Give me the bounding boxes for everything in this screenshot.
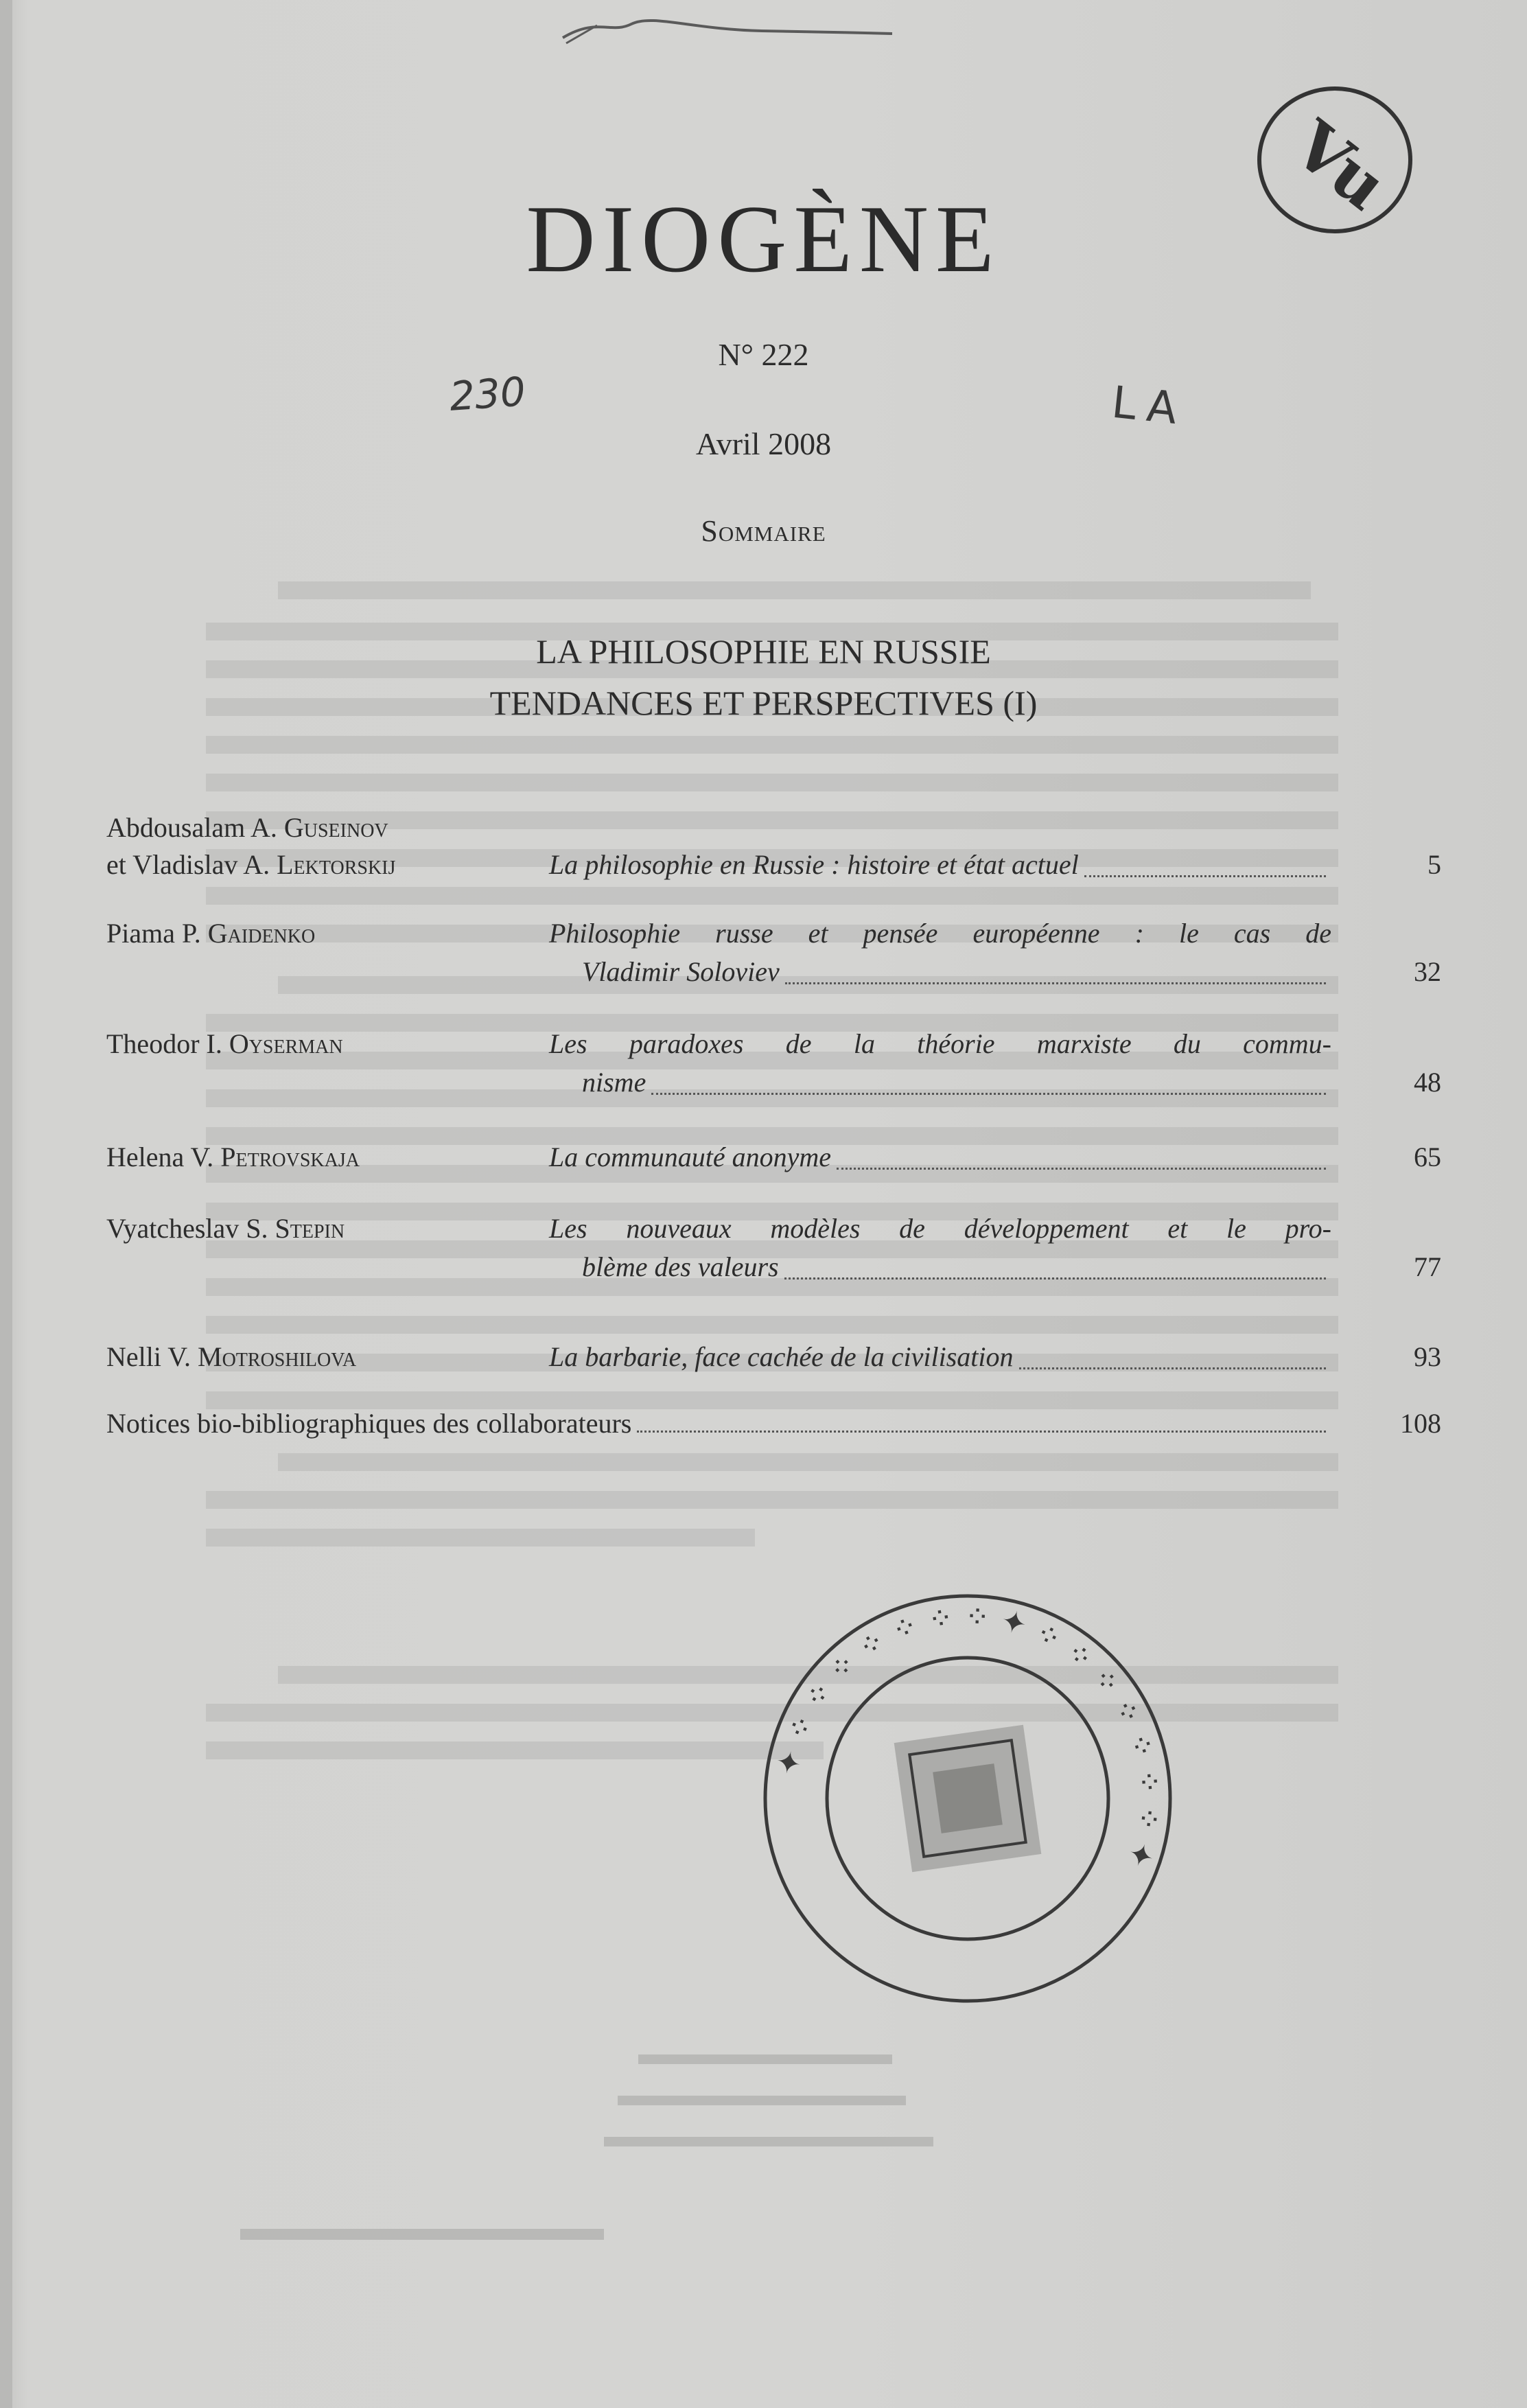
toc-page-number: 65 [1414, 1142, 1441, 1172]
toc-page-number: 5 [1427, 849, 1441, 880]
author-given: Helena V. [106, 1142, 221, 1172]
handwritten-initials: LA [1109, 377, 1189, 436]
author-given: Abdousalam A. [106, 812, 284, 843]
toc-title-text: La barbarie, face cachée de la civilisation [549, 1341, 1014, 1372]
toc-page-number: 93 [1414, 1341, 1441, 1372]
vu-stamp-text: Vu [1279, 105, 1402, 226]
notices-page-number: 108 [1400, 1408, 1441, 1439]
author-surname: Oyserman [229, 1028, 343, 1059]
toc-page-number: 77 [1414, 1251, 1441, 1282]
author-given: et Vladislav A. [106, 849, 277, 880]
author-surname: Motroshilova [198, 1341, 357, 1372]
handwritten-number: 230 [447, 368, 527, 420]
toc-title-text: Les paradoxes de la théorie marxiste du commu- [549, 1028, 1331, 1059]
stamp-ring-glyphs: ✦ ⁘ ⁘ ⁘ ⁘ ⁘ ⁘ ⁘ ✦ ⁘ ⁘ ⁘ ⁘ ⁘ ⁘ ⁘ ✦ [770, 1599, 1167, 1873]
author-given: Nelli V. [106, 1341, 198, 1372]
author-given: Vyatcheslav S. [106, 1213, 275, 1244]
journal-title: DIOGÈNE [526, 186, 1001, 292]
toc-page-number: 32 [1414, 956, 1441, 987]
author-surname: Guseinov [283, 812, 388, 843]
section-label: Sommaire [701, 514, 826, 548]
author-surname: Petrovskaja [220, 1142, 360, 1172]
author-given: Theodor I. [106, 1028, 229, 1059]
toc-title-text: nisme [582, 1067, 646, 1098]
theme-title-line2: TENDANCES ET PERSPECTIVES (I) [489, 684, 1038, 722]
toc-title-text: blème des valeurs [582, 1251, 779, 1282]
toc-title-text: La philosophie en Russie : histoire et état actuel [549, 849, 1079, 880]
toc-title-text: Les nouveaux modèles de développement et le pro- [549, 1213, 1331, 1244]
theme-title-line1: LA PHILOSOPHIE EN RUSSIE [536, 632, 991, 671]
author-given: Piama P. [106, 918, 208, 949]
issue-date: Avril 2008 [695, 426, 832, 461]
toc-title-text: La communauté anonyme [549, 1142, 832, 1172]
author-surname: Gaidenko [207, 918, 316, 949]
toc-title-text: Philosophie russe et pensée européenne : le cas de [549, 918, 1331, 949]
toc-page-number: 48 [1414, 1067, 1441, 1098]
author-surname: Stepin [275, 1213, 345, 1244]
notices-label: Notices bio-bibliographiques des collaborateurs [106, 1408, 632, 1439]
author-surname: Lektorskij [277, 849, 396, 880]
issue-number: N° 222 [718, 337, 809, 372]
toc-title-text: Vladimir Soloviev [582, 956, 780, 987]
